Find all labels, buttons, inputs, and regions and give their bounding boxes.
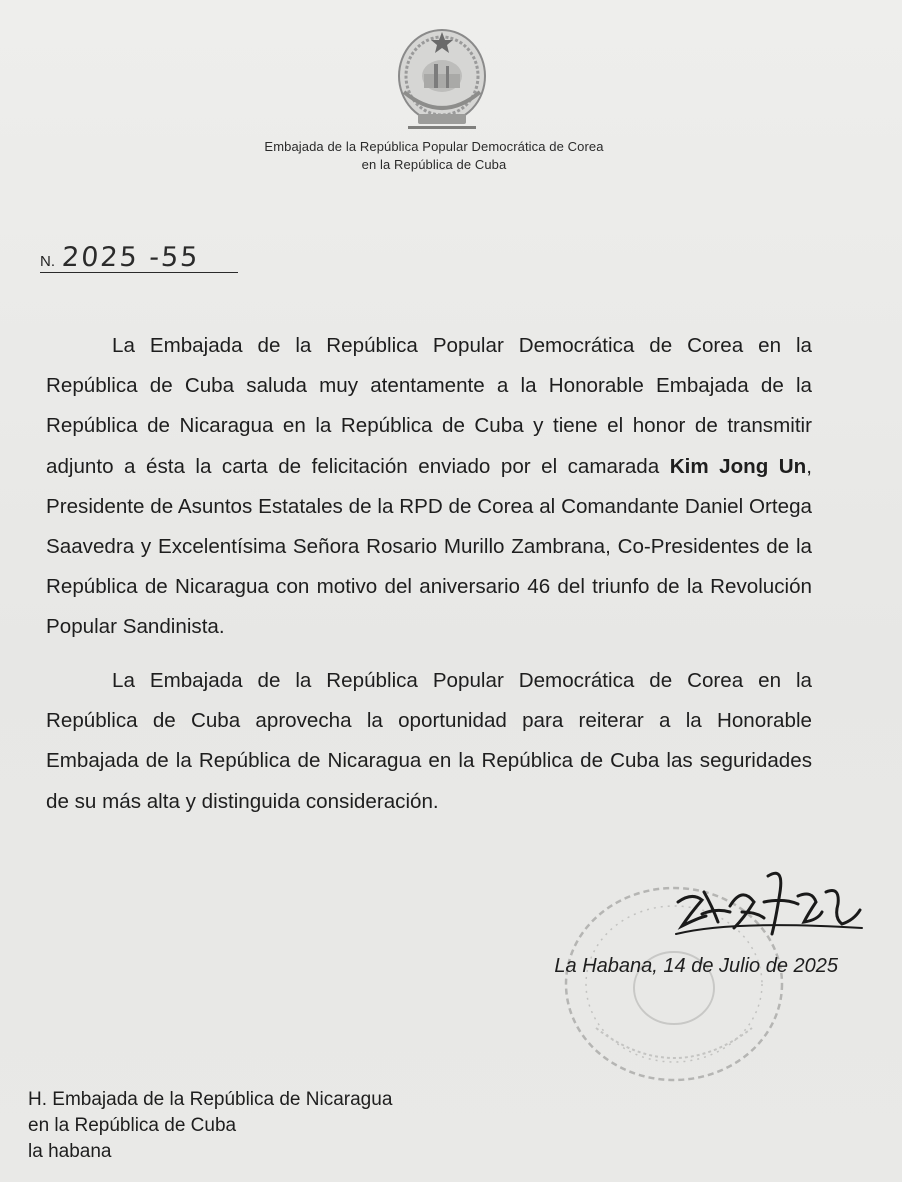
note-number-handwritten: 2025 -55 <box>60 242 201 273</box>
paragraph-greeting-bold-name: Kim Jong Un <box>669 454 807 478</box>
national-emblem-icon <box>394 26 490 132</box>
note-number-prefix: N. <box>40 253 55 270</box>
place-and-date: La Habana, 14 de Julio de 2025 <box>554 955 838 977</box>
addressee-line2: en la República de Cuba <box>28 1115 237 1136</box>
paragraph-greeting-start: La Embajada de la República Popular Democrática de Corea en la República de Cuba saluda muy atentamente a la Honorable Embajada de la República de Nicaragua en la República de Cuba y tiene el honor de transmitir adjunto a ésta la carta de felicitación enviado por el camarada <box>46 334 812 478</box>
paragraph-greeting-end: , Presidente de Asuntos Estatales de la RPD de Corea al Comandante Daniel Ortega Saavedra y Excelentísima Señora Rosario Murillo Zambrana, Co-Presidentes de la República de Nicaragua con motivo del aniversario 46 del triunfo de la Revolución Popular Sandinista. <box>46 454 812 639</box>
addressee-block <box>28 1087 392 1165</box>
addressee-line1: H. Embajada de la República de Nicaragua <box>28 1089 393 1110</box>
addressee-line3: la habana <box>28 1141 112 1162</box>
paragraph-greeting <box>46 326 812 648</box>
embassy-header-line2: en la República de Cuba <box>361 157 507 172</box>
signature-image <box>672 862 872 952</box>
paragraph-closing-text: La Embajada de la República Popular Democrática de Corea en la República de Cuba aprovecha la oportunidad para reiterar a la Honorable Embajada de la República de Nicaragua en la República de Cuba las seguridades de su más alta y distinguida consideración. <box>46 669 812 813</box>
paragraph-closing <box>46 661 812 822</box>
embassy-header-line1: Embajada de la República Popular Democrática de Corea <box>264 139 604 154</box>
note-number-field <box>40 238 238 273</box>
